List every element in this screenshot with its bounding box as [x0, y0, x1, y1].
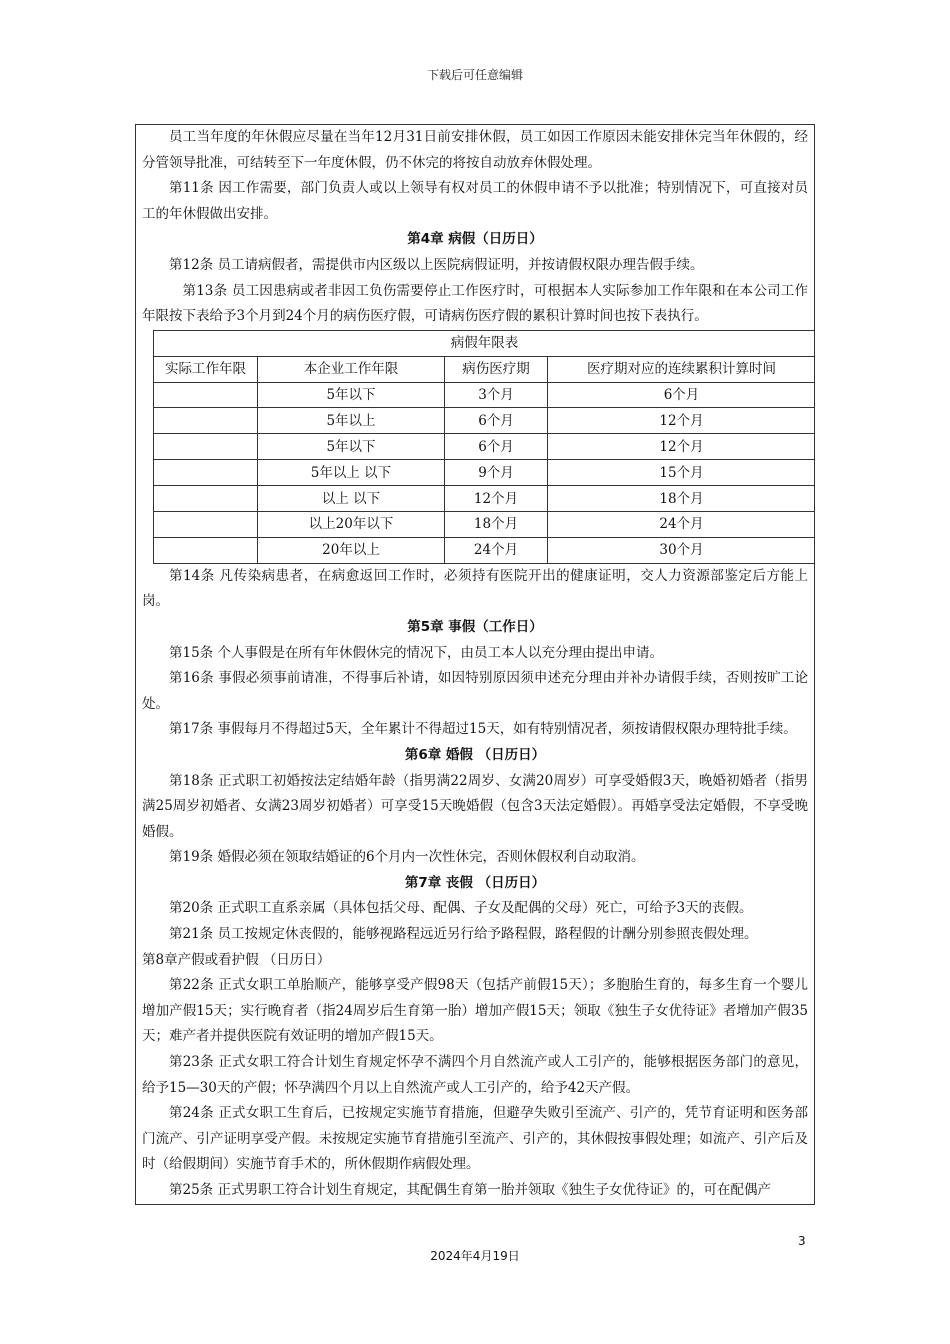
table-cell: 12个月 [548, 408, 816, 434]
article-13: 第13条 员工因患病或者非因工负伤需要停止工作医疗时，可根据本人实际参加工作年限和在本公司工作年限按下表给予3个月到24个月的病伤医疗假，可请病伤医疗假的累积计算时间也按下表执行。 [142, 282, 808, 325]
article-20: 第20条 正式职工直系亲属（具体包括父母、配偶、子女及配偶的父母）死亡，可给予3天的丧假。 [169, 900, 753, 917]
table-cell: 以上20年以下 [258, 511, 445, 537]
header-note: 下载后可任意编辑 [426, 68, 523, 82]
table-row [154, 382, 816, 408]
article-12: 第12条 员工请病假者，需提供市内区级以上医院病假证明，并按请假权限办理告假手续。 [169, 256, 704, 273]
table-cell: 30个月 [548, 537, 816, 563]
article-18: 第18条 正式职工初婚按法定结婚年龄（指男满22周岁、女满20周岁）可享受婚假3天，晚婚初婚者（指男满25周岁初婚者、女满23周岁初婚者）可享受15天晚婚假（包含3天法定婚假）。再婚享受法定婚假，不享受晚婚假。 [142, 772, 808, 840]
table-caption-row [154, 330, 816, 356]
table-cell: 12个月 [548, 434, 816, 460]
chapter-6-title: 第6章 婚假 （日历日） [404, 746, 546, 763]
article-19: 第19条 婚假必须在领取结婚证的6个月内一次性休完，否则休假权利自动取消。 [169, 849, 645, 866]
chapter-4-title: 第4章 病假（日历日） [407, 231, 543, 248]
table-cell [154, 486, 258, 512]
table-cell [154, 434, 258, 460]
table-row [154, 486, 816, 512]
table-cell: 6个月 [548, 382, 816, 408]
table-cell [154, 511, 258, 537]
table-cell [154, 382, 258, 408]
table-cell: 15个月 [548, 460, 816, 486]
table-cell: 5年以上 以下 [258, 460, 445, 486]
page-number: 3 [798, 1234, 806, 1248]
table-cell: 20年以上 [258, 537, 445, 563]
table-header-cell: 医疗期对应的连续累积计算时间 [548, 356, 816, 382]
table-cell: 5年以上 [258, 408, 445, 434]
table-cell: 以上 以下 [258, 486, 445, 512]
table-cell [154, 408, 258, 434]
chapter-7-title: 第7章 丧假 （日历日） [404, 874, 546, 891]
article-22: 第22条 正式女职工单胎顺产，能够享受产假98天（包括产前假15天）；多胞胎生育的，每多生育一个婴儿增加产假15天；实行晚育者（指24周岁后生育第一胎）增加产假15天；领取《独生子女优待证》者增加产假35天；难产者并提供医院有效证明的增加产假15天。 [142, 977, 808, 1045]
table-row [154, 537, 816, 563]
article-21: 第21条 员工按规定休丧假的，能够视路程远近另行给予路程假，路程假的计酬分别参照丧假处理。 [169, 926, 758, 943]
table-cell: 24个月 [445, 537, 548, 563]
article-16: 第16条 事假必须事前请准，不得事后补请，如因特别原因须申述充分理由并补办请假手续，否则按旷工论处。 [142, 670, 808, 712]
table-cell: 24个月 [548, 511, 816, 537]
article-11: 第11条 因工作需要，部门负责人或以上领导有权对员工的休假申请不予以批准；特别情况下，可直接对员工的年休假做出安排。 [142, 180, 808, 222]
chapter-5-title: 第5章 事假（工作日） [407, 618, 543, 635]
article-15: 第15条 个人事假是在所有年休假休完的情况下，由员工本人以充分理由提出申请。 [169, 644, 663, 661]
document-frame [135, 124, 815, 1205]
table-cell: 5年以下 [258, 434, 445, 460]
chapter-8-title: 第8章产假或看护假 （日历日） [142, 951, 331, 968]
footer-date: 2024年4月19日 [430, 1249, 520, 1263]
table-cell: 9个月 [445, 460, 548, 486]
paragraph-annual-leave: 员工当年度的年休假应尽量在当年12月31日前安排休假，员工如因工作原因未能安排休完当年休假的，经分管领导批准，可结转至下一年度休假，仍不休完的将按自动放弃休假处理。 [142, 129, 808, 171]
article-23: 第23条 正式女职工符合计划生育规定怀孕不满四个月自然流产或人工引产的，能够根据医务部门的意见，给予15—30天的产假；怀孕满四个月以上自然流产或人工引产的，给予42天产假。 [142, 1054, 808, 1096]
table-row [154, 408, 816, 434]
table-cell: 6个月 [445, 434, 548, 460]
table-caption: 病假年限表 [154, 330, 816, 356]
table-header-row [154, 356, 816, 382]
table-cell [154, 537, 258, 563]
table-header-cell: 病伤医疗期 [445, 356, 548, 382]
table-row [154, 460, 816, 486]
article-24: 第24条 正式女职工生育后，已按规定实施节育措施，但避孕失败引至流产、引产的，凭节育证明和医务部门流产、引产证明享受产假。未按规定实施节育措施引至流产、引产的，其休假按事假处理；如流产、引产后及时（给假期间）实施节育手术的，所休假期作病假处理。 [142, 1105, 808, 1173]
table-row [154, 434, 816, 460]
table-cell: 18个月 [445, 511, 548, 537]
table-row [154, 511, 816, 537]
table-header-cell: 实际工作年限 [154, 356, 258, 382]
table-cell: 6个月 [445, 408, 548, 434]
table-cell: 18个月 [548, 486, 816, 512]
table-cell: 5年以下 [258, 382, 445, 408]
table-header-cell: 本企业工作年限 [258, 356, 445, 382]
article-17: 第17条 事假每月不得超过5天，全年累计不得超过15天，如有特别情况者，须按请假权限办理特批手续。 [169, 721, 797, 738]
article-14: 第14条 凡传染病患者，在病愈返回工作时，必须持有医院开出的健康证明，交人力资源部鉴定后方能上岗。 [142, 567, 808, 610]
table-cell [154, 460, 258, 486]
table-cell: 12个月 [445, 486, 548, 512]
table-cell: 3个月 [445, 382, 548, 408]
sick-leave-table [153, 330, 815, 564]
article-25: 第25条 正式男职工符合计划生育规定，其配偶生育第一胎并领取《独生子女优待证》的，可在配偶产 [169, 1182, 771, 1199]
